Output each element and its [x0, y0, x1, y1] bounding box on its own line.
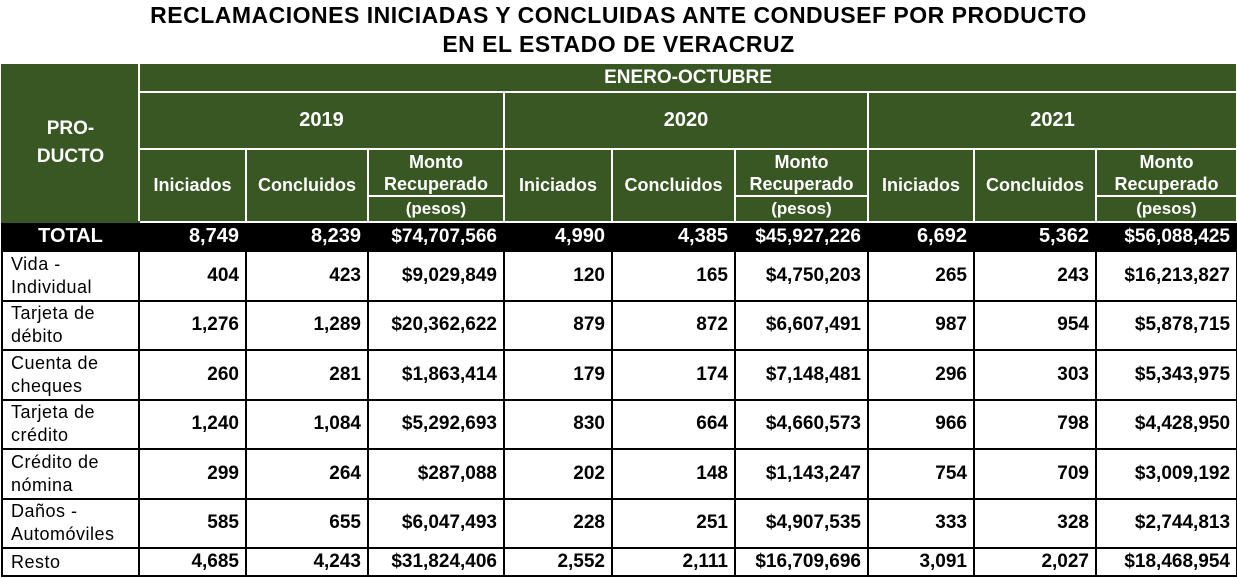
value-cell: $3,009,192 [1096, 449, 1237, 499]
total-cell: 5,362 [974, 222, 1096, 251]
total-cell: 8,749 [139, 222, 246, 251]
value-cell: 3,091 [868, 548, 974, 576]
product-name: Tarjeta de crédito [2, 400, 139, 450]
value-cell: 228 [504, 499, 612, 549]
product-name: Resto [2, 548, 139, 576]
iniciados-header: Iniciados [868, 149, 974, 222]
value-cell: 404 [139, 251, 246, 301]
value-cell: 4,685 [139, 548, 246, 576]
total-cell: $74,707,566 [368, 222, 504, 251]
value-cell: $2,744,813 [1096, 499, 1237, 549]
value-cell: $18,468,954 [1096, 548, 1237, 576]
value-cell: $31,824,406 [368, 548, 504, 576]
value-cell: $7,148,481 [735, 350, 868, 400]
table-row [2, 251, 1237, 301]
total-cell: $45,927,226 [735, 222, 868, 251]
concluidos-header: Concluidos [974, 149, 1096, 222]
year-header: 2021 [868, 92, 1237, 149]
product-name: Vida - Individual [2, 251, 139, 301]
monto-header: Monto Recuperado [368, 149, 504, 196]
claims-table [1, 62, 1237, 577]
value-cell: $1,143,247 [735, 449, 868, 499]
value-cell: 243 [974, 251, 1096, 301]
value-cell: $6,607,491 [735, 301, 868, 351]
producto-header: PRO- DUCTO [2, 63, 139, 222]
value-cell: 165 [612, 251, 735, 301]
value-cell: 879 [504, 301, 612, 351]
value-cell: 664 [612, 400, 735, 450]
product-name: Tarjeta de débito [2, 301, 139, 351]
total-cell: 4,990 [504, 222, 612, 251]
value-cell: 2,111 [612, 548, 735, 576]
pesos-header: (pesos) [1096, 196, 1237, 222]
value-cell: 1,084 [246, 400, 368, 450]
value-cell: 264 [246, 449, 368, 499]
title-line-1: RECLAMACIONES INICIADAS Y CONCLUIDAS ANTE CONDUSEF POR PRODUCTO [150, 2, 1087, 28]
value-cell: 2,027 [974, 548, 1096, 576]
total-cell: 8,239 [246, 222, 368, 251]
table-row [2, 449, 1237, 499]
value-cell: 296 [868, 350, 974, 400]
value-cell: 148 [612, 449, 735, 499]
value-cell: 798 [974, 400, 1096, 450]
value-cell: $6,047,493 [368, 499, 504, 549]
total-cell: 6,692 [868, 222, 974, 251]
value-cell: $5,878,715 [1096, 301, 1237, 351]
pesos-header: (pesos) [368, 196, 504, 222]
value-cell: 1,289 [246, 301, 368, 351]
period-header: ENERO-OCTUBRE [139, 63, 1237, 92]
value-cell: $287,088 [368, 449, 504, 499]
value-cell: $16,213,827 [1096, 251, 1237, 301]
value-cell: 1,240 [139, 400, 246, 450]
value-cell: $4,428,950 [1096, 400, 1237, 450]
title-line-2: EN EL ESTADO DE VERACRUZ [442, 31, 795, 57]
value-cell: 174 [612, 350, 735, 400]
value-cell: 251 [612, 499, 735, 549]
value-cell: 179 [504, 350, 612, 400]
value-cell: 299 [139, 449, 246, 499]
value-cell: 987 [868, 301, 974, 351]
year-header: 2020 [504, 92, 868, 149]
table-row [2, 301, 1237, 351]
value-cell: 2,552 [504, 548, 612, 576]
iniciados-header: Iniciados [504, 149, 612, 222]
value-cell: 328 [974, 499, 1096, 549]
value-cell: 281 [246, 350, 368, 400]
value-cell: 423 [246, 251, 368, 301]
value-cell: 4,243 [246, 548, 368, 576]
value-cell: 585 [139, 499, 246, 549]
table-row [2, 499, 1237, 549]
value-cell: $4,660,573 [735, 400, 868, 450]
value-cell: 1,276 [139, 301, 246, 351]
value-cell: $20,362,622 [368, 301, 504, 351]
pesos-header: (pesos) [735, 196, 868, 222]
value-cell: 754 [868, 449, 974, 499]
value-cell: 260 [139, 350, 246, 400]
monto-header: Monto Recuperado [735, 149, 868, 196]
value-cell: 830 [504, 400, 612, 450]
page-title [0, 0, 1237, 62]
table-row [2, 350, 1237, 400]
value-cell: $16,709,696 [735, 548, 868, 576]
value-cell: 120 [504, 251, 612, 301]
value-cell: $9,029,849 [368, 251, 504, 301]
value-cell: $4,907,535 [735, 499, 868, 549]
product-name: Daños - Automóviles [2, 499, 139, 549]
value-cell: 709 [974, 449, 1096, 499]
concluidos-header: Concluidos [612, 149, 735, 222]
table-row [2, 548, 1237, 576]
value-cell: 265 [868, 251, 974, 301]
value-cell: $4,750,203 [735, 251, 868, 301]
value-cell: 333 [868, 499, 974, 549]
value-cell: 872 [612, 301, 735, 351]
year-header: 2019 [139, 92, 504, 149]
value-cell: $5,292,693 [368, 400, 504, 450]
monto-header: Monto Recuperado [1096, 149, 1237, 196]
product-name: Crédito de nómina [2, 449, 139, 499]
total-cell: $56,088,425 [1096, 222, 1237, 251]
product-name: Cuenta de cheques [2, 350, 139, 400]
total-row [2, 222, 1237, 251]
total-label: TOTAL [2, 222, 139, 251]
table-row [2, 400, 1237, 450]
value-cell: 954 [974, 301, 1096, 351]
concluidos-header: Concluidos [246, 149, 368, 222]
iniciados-header: Iniciados [139, 149, 246, 222]
value-cell: 303 [974, 350, 1096, 400]
value-cell: $1,863,414 [368, 350, 504, 400]
value-cell: 655 [246, 499, 368, 549]
value-cell: 202 [504, 449, 612, 499]
total-cell: 4,385 [612, 222, 735, 251]
value-cell: $5,343,975 [1096, 350, 1237, 400]
value-cell: 966 [868, 400, 974, 450]
